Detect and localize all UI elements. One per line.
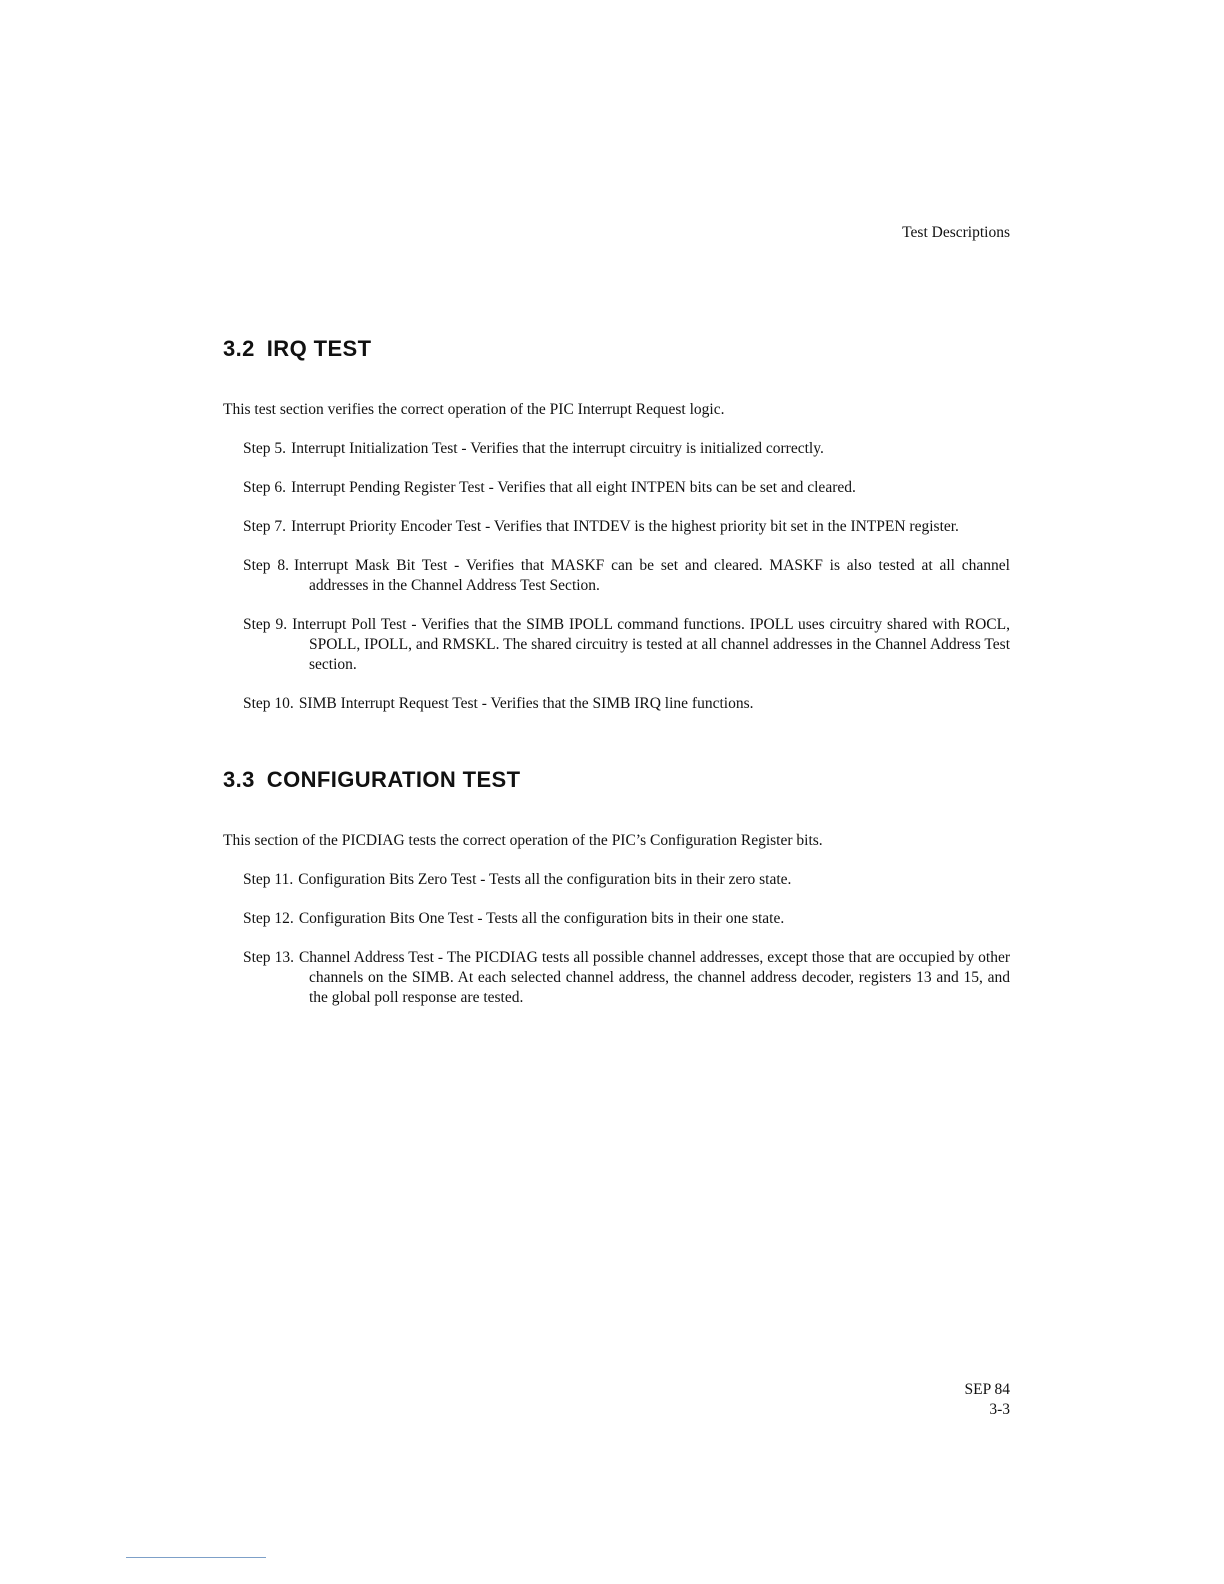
step-text: Interrupt Pending Register Test - Verifies that all eight INTPEN bits can be set and cleared. [291,479,856,496]
page-number: 3-3 [989,1401,1010,1418]
page-footer [964,1380,1010,1420]
step-item [243,870,1010,890]
section-heading-irq-test [223,336,371,362]
step-label: Step 10. [243,695,294,712]
step-item [243,909,1010,929]
step-item [243,615,1010,675]
step-item [243,478,1010,498]
step-text: Configuration Bits Zero Test - Tests all the configuration bits in their zero state. [298,871,792,888]
step-label: Step 6. [243,479,287,496]
step-text: Interrupt Mask Bit Test - Verifies that MASKF can be set and cleared. MASKF is also tested at all channel addresses in the Channel Address Test Section. [293,557,1010,594]
step-item [243,517,1010,537]
footer-date: SEP 84 [964,1381,1010,1398]
section-number: 3.2 [223,336,255,361]
step-label: Step 7. [243,518,287,535]
section-title: IRQ TEST [266,336,372,361]
step-item [243,439,1010,459]
section-intro: This section of the PICDIAG tests the correct operation of the PIC’s Configuration Register bits. [223,832,823,849]
step-list-configuration [243,870,1010,1027]
step-label: Step 12. [243,910,294,927]
running-header: Test Descriptions [902,224,1010,241]
step-text: Interrupt Initialization Test - Verifies that the interrupt circuitry is initialized correctly. [291,440,824,457]
step-label: Step 9. [243,616,288,633]
step-text: Interrupt Poll Test - Verifies that the SIMB IPOLL command functions. IPOLL uses circuitry shared with ROCL, SPOLL, IPOLL, and RMSKL. The shared circuitry is tested at all channel addresses in the Channel Address Test section. [292,616,1010,673]
step-label: Step 13. [243,949,294,966]
step-label: Step 5. [243,440,287,457]
step-label: Step 11. [243,871,294,888]
section-number: 3.3 [223,767,255,792]
step-text: Configuration Bits One Test - Tests all the configuration bits in their one state. [298,910,785,927]
bottom-rule [126,1557,266,1558]
section-intro: This test section verifies the correct operation of the PIC Interrupt Request logic. [223,401,725,418]
step-item [243,948,1010,1008]
step-text: SIMB Interrupt Request Test - Verifies that the SIMB IRQ line functions. [298,695,754,712]
step-list-irq [243,439,1010,733]
step-label: Step 8. [243,557,289,574]
section-title: CONFIGURATION TEST [266,767,521,792]
step-text: Channel Address Test - The PICDIAG tests all possible channel addresses, except those that are occupied by other channels on the SIMB. At each selected channel address, the channel address decoder, registers 13 and 15, and the global poll response are tested. [298,949,1010,1006]
step-text: Interrupt Priority Encoder Test - Verifies that INTDEV is the highest priority bit set in the INTPEN register. [291,518,959,535]
step-item [243,556,1010,596]
section-heading-configuration-test [223,767,520,793]
step-item [243,694,1010,714]
